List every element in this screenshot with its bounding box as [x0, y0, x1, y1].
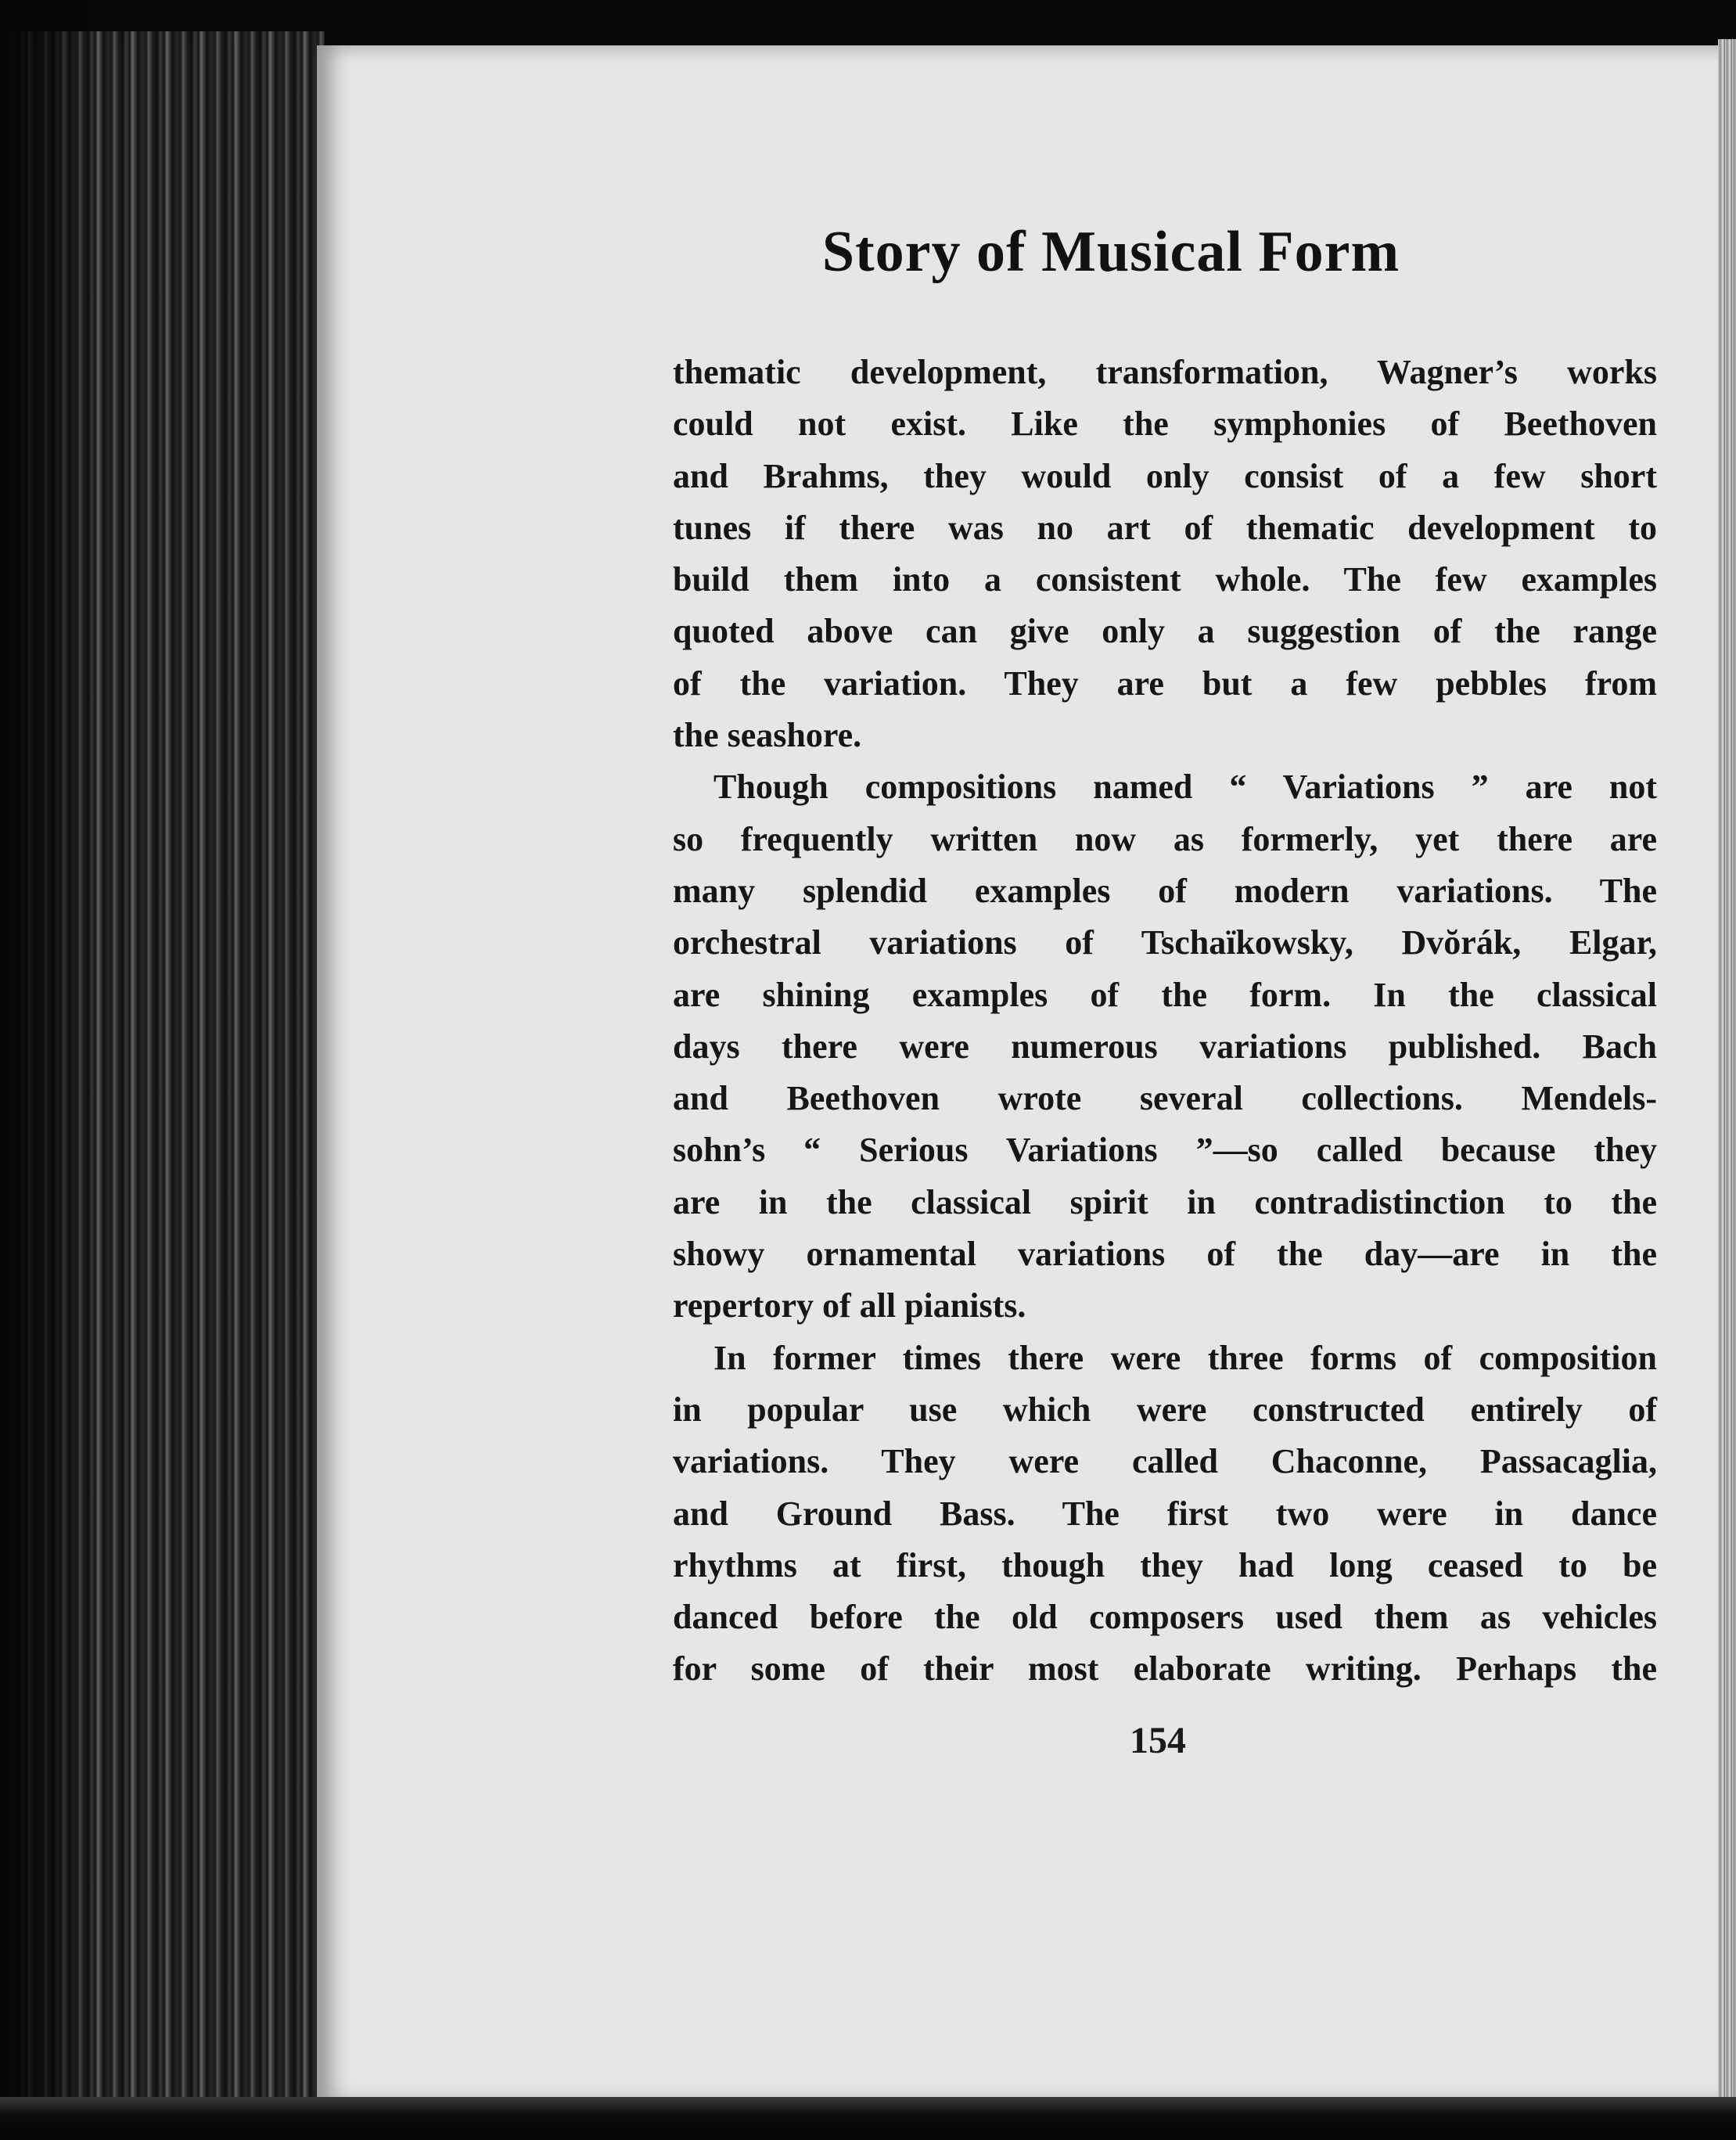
text-line: build them into a consistent whole. The few examples: [673, 560, 1657, 599]
page-right-edge: [1718, 39, 1736, 2105]
text-line: days there were numerous variations published. Bach: [673, 1027, 1657, 1066]
text-line: the seashore.: [673, 716, 862, 755]
text-line: tunes if there was no art of thematic development to: [673, 508, 1657, 547]
text-line: In former times there were three forms of composition: [713, 1338, 1657, 1377]
text-line: sohn’s “ Serious Variations ”—so called because they: [673, 1131, 1657, 1170]
text-line: and Ground Bass. The first two were in dance: [673, 1494, 1657, 1533]
text-line: and Brahms, they would only consist of a few short: [673, 456, 1657, 495]
text-line: thematic development, transformation, Wagner’s works: [673, 353, 1657, 391]
body-text: [673, 347, 1657, 1696]
text-line: Though compositions named “ Variations ” are not: [713, 768, 1657, 807]
text-line: repertory of all pianists.: [673, 1286, 1026, 1325]
text-line: so frequently written now as formerly, yet there are: [673, 819, 1657, 858]
text-line: are shining examples of the form. In the classical: [673, 975, 1657, 1014]
text-line: danced before the old composers used them as vehicles: [673, 1598, 1657, 1637]
text-line: variations. They were called Chaconne, Passacaglia,: [673, 1442, 1657, 1481]
text-line: could not exist. Like the symphonies of Beethoven: [673, 405, 1657, 444]
running-head: Story of Musical Form: [821, 220, 1400, 284]
text-line: and Beethoven wrote several collections. Mendels-: [673, 1079, 1657, 1118]
scan-bottom-border: [0, 2097, 1736, 2140]
text-line: quoted above can give only a suggestion of the range: [673, 612, 1657, 651]
text-line: of the variation. They are but a few pebbles from: [673, 664, 1657, 703]
page-number: 154: [1130, 1720, 1186, 1761]
text-line: for some of their most elaborate writing. Perhaps the: [673, 1649, 1657, 1689]
text-line: rhythms at first, though they had long ceased to be: [673, 1545, 1657, 1584]
fore-edge-shadow: [0, 0, 94, 2140]
text-line: orchestral variations of Tschaïkowsky, Dvŏrák, Elgar,: [673, 923, 1657, 962]
text-line: many splendid examples of modern variations. The: [673, 871, 1657, 910]
text-line: showy ornamental variations of the day—are in the: [673, 1235, 1657, 1274]
text-line: are in the classical spirit in contradistinction to the: [673, 1182, 1657, 1221]
text-line: in popular use which were constructed entirely of: [673, 1390, 1657, 1429]
